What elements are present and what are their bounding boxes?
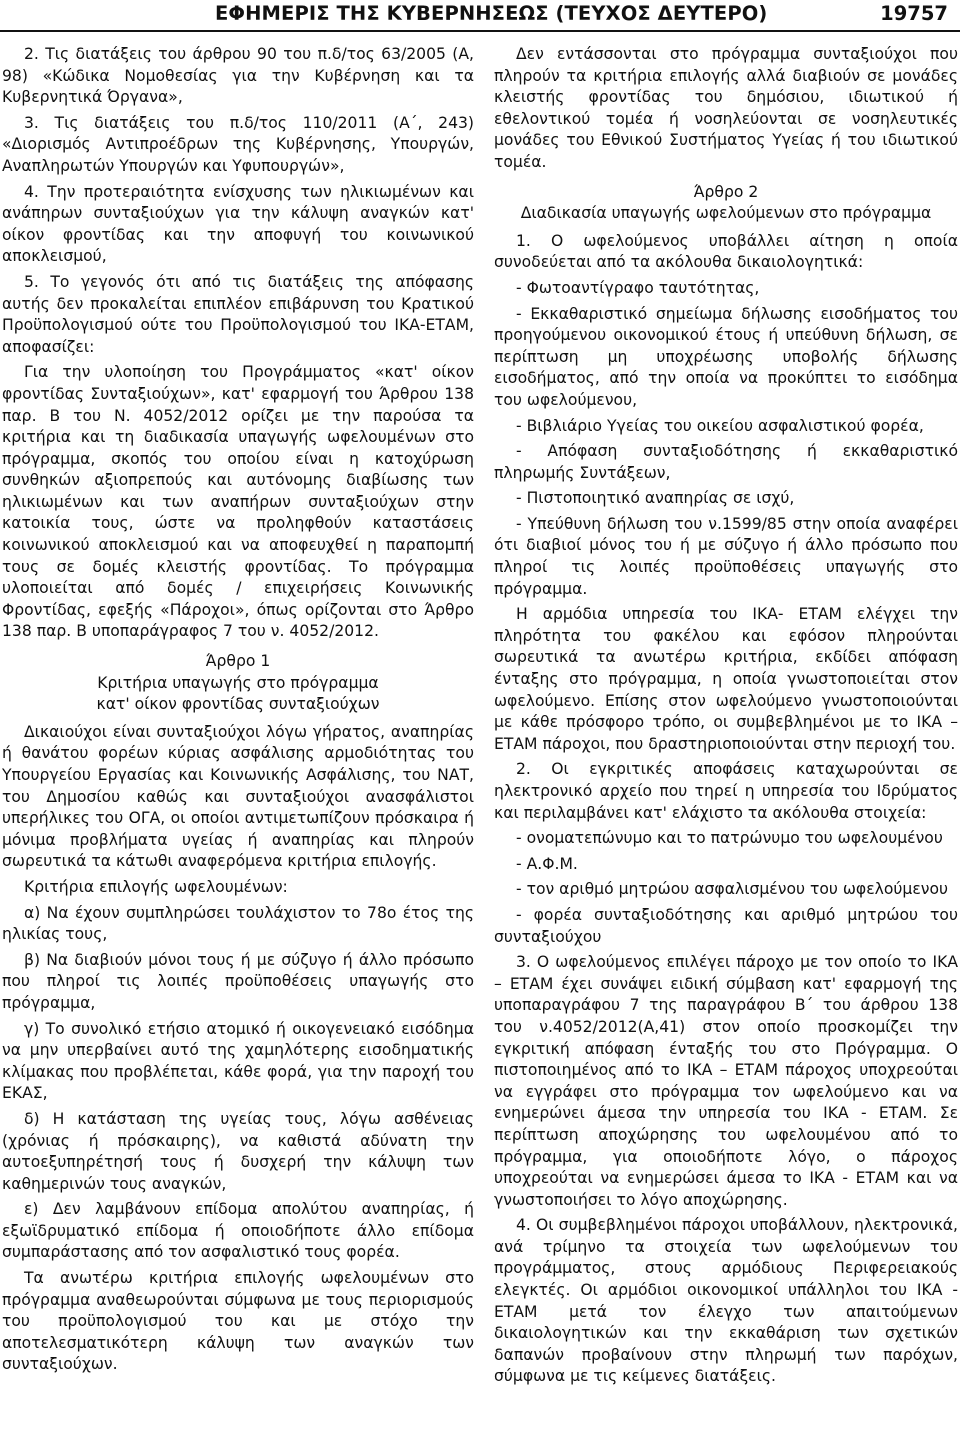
paragraph: 4. Οι συμβεβλημένοι πάροχοι υποβάλλουν, ηλεκτρονικά, ανά τρίμηνο τα στοιχεία των ωφελούμενων του προγράμματος, στους αρμόδιους Περιφερειακούς ελεγκτές. Οι αρμόδιοι οικονομικοί υπάλληλοι του ΙΚΑ - ΕΤΑΜ μετά τον έλεγχο των απαιτούμενων δικαιολογητικών και την εκκαθάριση των σχετικών δαπανών προβαίνουν στην πληρωμή των παρόχων, σύμφωνα με τις κείμενες διατάξεις. <box>494 1216 958 1386</box>
paragraph: Τα ανωτέρω κριτήρια επιλογής ωφελουμένων στο πρόγραμμα αναθεωρούνται σύμφωνα με τους περιορισμούς του προϋπολογισμού του και με στόχο την αποτελεσματικότερη κάλυψη των αναγκών των συνταξιούχων. <box>2 1269 474 1374</box>
article-2-heading: Άρθρο 2 <box>693 182 759 201</box>
article-2-title: Διαδικασία υπαγωγής ωφελούμενων στο πρόγραμμα <box>520 204 932 223</box>
left-column <box>2 44 474 1380</box>
list-item: - Πιστοποιητικό αναπηρίας σε ισχύ, <box>516 489 795 508</box>
list-item: - τον αριθμό μητρώου ασφαλισμένου του ωφελούμενου <box>516 880 949 899</box>
article-1-heading: Άρθρο 1 <box>205 652 271 671</box>
page-header <box>0 0 960 32</box>
paragraph: Δικαιούχοι είναι συνταξιούχοι λόγω γήρατος, αναπηρίας ή θανάτου φορέων κύριας ασφάλισης αρμοδιότητας του Υπουργείου Εργασίας και Κοινωνικής Ασφάλισης, του ΝΑΤ, του Δημοσίου καθώς και συνταξιούχοι ανασφάλιστοι υπερήλικες του ΟΓΑ, οι οποίοι αντιμετωπίζουν πρόσκαιρα ή μόνιμα προβλήματα υγείας ή αναπηρίας και πληρούν σωρευτικά τα κάτωθι αναφερόμενα κριτήρια επιλογής. <box>2 722 474 871</box>
list-item: β) Να διαβιούν μόνοι τους ή με σύζυγο ή άλλο πρόσωπο που πληροί τις λοιπές προϋποθέσεις υπαγωγής στο πρόγραμμα, <box>2 950 474 1012</box>
article-1-heading-block <box>2 651 474 716</box>
paragraph: 2. Τις διατάξεις του άρθρου 90 του π.δ/τος 63/2005 (Α, 98) «Κώδικα Νομοθεσίας για την Κυβέρνηση και τα Κυβερνητικά Όργανα», <box>2 45 474 107</box>
list-item: - Εκκαθαριστικό σημείωμα δήλωσης εισοδήματος του προηγούμενου οικονομικού έτους ή υπεύθυνη δήλωση, σε περίπτωση μη υποχρέωσης υποβολής δήλωσης εισοδήματος, από την οποία να προκύπτει το εισόδημα του ωφελούμενου, <box>494 304 958 409</box>
paragraph: 2. Οι εγκριτικές αποφάσεις καταχωρούνται σε ηλεκτρονικό αρχείο που τηρεί η υπηρεσία του Ιδρύματος και περιλαμβάνει κατ' ελάχιστο τα ακόλουθα στοιχεία: <box>494 760 958 822</box>
article-1-title-line-2: κατ' οίκον φροντίδας συνταξιούχων <box>96 695 380 714</box>
list-item: - Απόφαση συνταξιοδότησης ή εκκαθαριστικό πληρωμής Συντάξεων, <box>494 442 958 482</box>
list-item: α) Να έχουν συμπληρώσει τουλάχιστον το 78ο έτος της ηλικίας τους, <box>2 903 474 944</box>
paragraph: 3. Ο ωφελούμενος επιλέγει πάροχο με τον οποίο το ΙΚΑ – ΕΤΑΜ έχει συνάψει ειδική σύμβαση κατ' εφαρμογή της υποπαραγράφου 7 της παραγράφου Β΄ του άρθρου 138 του ν.4052/2012(Α,41) στον οποίο προσκομίζει την εγκριτική απόφαση ένταξής του στο Πρόγραμμα. Ο πιστοποιημένος από το ΙΚΑ – ΕΤΑΜ πάροχος υποχρεούται να εγγράφει στο πρόγραμμα τον ωφελούμενο και να ενημερώνει άμεσα την υπηρεσία του ΙΚΑ - ΕΤΑΜ. Σε περίπτωση αποχώρησης του ωφελουμένου από το πρόγραμμα, για οποιοδήποτε λόγο, ο πάροχος υποχρεούται να ενημερώσει άμεσα το ΙΚΑ - ΕΤΑΜ και να γνωστοποιήσει το λόγο αποχώρησης. <box>494 953 958 1209</box>
article-1-title-line-1: Κριτήρια υπαγωγής στο πρόγραμμα <box>97 673 379 692</box>
list-item: - Φωτοαντίγραφο ταυτότητας, <box>516 278 760 297</box>
paragraph: Κριτήρια επιλογής ωφελουμένων: <box>24 877 288 896</box>
paragraph: 4. Την προτεραιότητα ενίσχυσης των ηλικιωμένων και ανάπηρων συνταξιούχων για την κάλυψη αναγκών κατ' οίκον φροντίδας και την αποφυγή του κοινωνικού αποκλεισμού, <box>2 182 474 266</box>
paragraph: Η αρμόδια υπηρεσία του ΙΚΑ- ΕΤΑΜ ελέγχει την πληρότητα του φακέλου και εφόσον πληρούνται σωρευτικά τα ανωτέρω κριτήρια, εκδίδει απόφαση ένταξης στο πρόγραμμα, η οποία γνωστοποιείται στον ωφελούμενο. Επίσης στον ωφελούμενο γνωστοποιούνται με κάθε πρόσφορο τρόπο, οι συμβεβλημένοι με το ΙΚΑ –ΕΤΑΜ πάροχοι, που δραστηριοποιούνται στην περιοχή του. <box>494 605 958 753</box>
paragraph: 3. Τις διατάξεις του π.δ/τος 110/2011 (Α΄, 243) «Διορισμός Αντιπροέδρων της Κυβέρνησης, Υπουργών, Αναπληρωτών Υπουργών και Υφυπουργών», <box>2 113 474 175</box>
list-item: ε) Δεν λαμβάνουν επίδομα απολύτου αναπηρίας, ή εξωϊδρυματικό επίδομα ή οποιοδήποτε άλλο επίδομα συμπαράστασης από τον ασφαλιστικό τους φορέα. <box>2 1200 474 1262</box>
article-2-heading-block <box>494 182 958 225</box>
list-item: γ) Το συνολικό ετήσιο ατομικό ή οικογενειακό εισόδημα να μην υπερβαίνει αυτό της χαμηλότερης εισοδηματικής κλίμακας που προβλέπεται, κάθε φορά, για την παροχή του ΕΚΑΣ, <box>2 1019 474 1103</box>
list-item: - ονοματεπώνυμο και το πατρώνυμο του ωφελουμένου <box>516 829 943 848</box>
list-item: - Α.Φ.Μ. <box>516 854 578 873</box>
header-divider <box>0 30 960 32</box>
list-item: - φορέα συνταξιοδότησης και αριθμό μητρώου του συνταξιούχου <box>494 905 958 946</box>
right-column <box>494 44 958 1392</box>
paragraph: Δεν εντάσσονται στο πρόγραμμα συνταξιούχοι που πληρούν τα κριτήρια επιλογής αλλά διαβιούν σε μονάδες κλειστής φροντίδας του δημόσιου, ιδιωτικού ή εθελοντικού τομέα ή νοσηλεύονται σε νοσηλευτικές μονάδες του Εθνικού Συστήματος Υγείας ή του ιδιωτικού τομέα. <box>494 45 958 171</box>
paragraph: 1. Ο ωφελούμενος υποβάλλει αίτηση η οποία συνοδεύεται από τα ακόλουθα δικαιολογητικά: <box>494 231 958 272</box>
page-number: 19757 <box>880 2 948 25</box>
paragraph: 5. Το γεγονός ότι από τις διατάξεις της απόφασης αυτής δεν προκαλείται επιπλέον επιβάρυνση του Κρατικού Προϋπολογισμού ούτε του Προϋπολογισμού του ΙΚΑ-ΕΤΑΜ, αποφασίζει: <box>2 272 474 356</box>
list-item: - Βιβλιάριο Υγείας του οικείου ασφαλιστικού φορέα, <box>516 416 924 435</box>
gazette-title: ΕΦΗΜΕΡΙΣ ΤΗΣ ΚΥΒΕΡΝΗΣΕΩΣ (ΤΕΥΧΟΣ ΔΕΥΤΕΡΟ) <box>215 2 768 25</box>
paragraph: Για την υλοποίηση του Προγράμματος «κατ' οίκον φροντίδας Συνταξιούχων», κατ' εφαρμογή του Άρθρου 138 παρ. Β του Ν. 4052/2012 ορίζει με την παρούσα τα κριτήρια και τη διαδικασία υπαγωγής ωφελουμένων στο πρόγραμμα, σκοπός του οποίου είναι η κατοχύρωση συνθηκών αξιοπρεπούς και αυτόνομης διαβίωσης των ηλικιωμένων και των αναπήρων συνταξιούχων στην κατοικία τους, ώστε να προληφθούν καταστάσεις κοινωνικού αποκλεισμού και να αποφευχθεί η παραπομπή τους σε δομές κλειστής φροντίδας. Το πρόγραμμα υλοποιείται από δομές / επιχειρήσεις Κοινωνικής Φροντίδας, εφεξής «Πάροχοι», όπως ορίζονται στο Άρθρο 138 παρ. Β υποπαράγραφος 7 του ν. 4052/2012. <box>2 363 474 641</box>
list-item: - Υπεύθυνη δήλωση του ν.1599/85 στην οποία αναφέρει ότι διαβιοί μόνος του ή με σύζυγο ή άλλο πρόσωπο που πληροί τις λοιπές προϋποθέσεις υπαγωγής στο πρόγραμμα. <box>494 514 958 598</box>
list-item: δ) Η κατάσταση της υγείας τους, λόγω ασθένειας (χρόνιας ή πρόσκαιρης), να καθιστά αδύνατη την αυτοεξυπηρέτησή τους ή δυσχερή την κάλυψη των καθημερινών τους αναγκών, <box>2 1109 474 1193</box>
